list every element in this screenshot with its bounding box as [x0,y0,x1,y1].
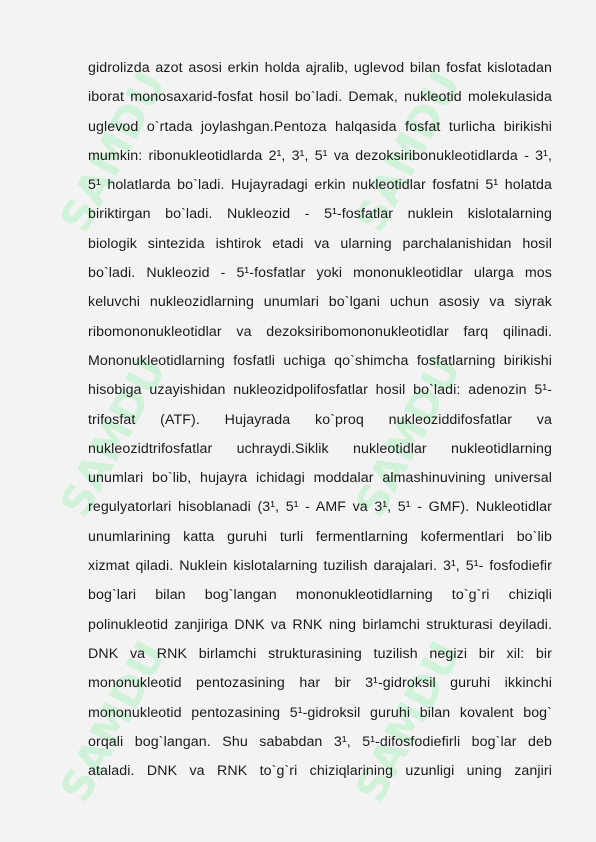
text-line: trifosfat (ATF). Hujayrada ko`proq nukleoziddifosfatlar va [88,411,552,428]
text-line: hisobiga uzayishidan nukleozidpolifosfatlar hosil bo`ladi: adenozin 5¹- [88,382,552,399]
text-line: mumkin: ribonukleotidlarda 2¹, 3¹, 5¹ va dezoksiribonukleotidlarda - 3¹, [88,147,552,164]
text-line: unumlarining katta guruhi turli fermentlarning kofermentlari bo`lib [88,528,552,545]
text-line: orqali bog`langan. Shu sababdan 3¹, 5¹-difosfodiefirli bog`lar deb [88,733,552,750]
text-line: DNK va RNK birlamchi strukturasining tuzilish negizi bir xil: bir [88,645,552,662]
text-line: bo`ladi. Nukleozid - 5¹-fosfatlar yoki mononukleotidlar ularga mos [88,265,552,282]
watermark-text-1: SAMDU [50,63,176,240]
text-line: unumlari bo`lib, hujayra ichidagi moddalar almashinuvining universal [88,470,552,487]
text-line: mononukleotid pentozasining har bir 3¹-gidroksil guruhi ikkinchi [88,675,552,692]
body-text [88,54,552,786]
text-line: nukleozidtrifosfatlar uchraydi.Siklik nukleotidlar nukleotidlarning [88,440,552,457]
text-line: gidrolizda azot asosi erkin holda ajralib, uglevod bilan fosfat kislotadan [88,60,552,76]
text-line: keluvchi nukleozidlarning unumlari bo`lgani uchun asosiy va siyrak [88,294,552,311]
text-line: bog`lari bilan bog`langan mononukleotidlarning to`g`ri chiziqli [88,587,552,604]
watermark-text-5: SAMDU [50,633,176,810]
watermark-text-3: SAMDU [50,348,176,525]
text-line: xizmat qiladi. Nuklein kislotalarning tuzilish darajalari. 3¹, 5¹- fosfodiefir [88,558,552,575]
text-line: Mononukleotidlarning fosfatli uchiga qo`shimcha fosfatlarning birikishi [88,352,552,369]
watermark-text-2: SAMDU [345,63,471,240]
text-line: ataladi. DNK va RNK to`g`ri chiziqlarining uzunligi uning zanjiri [88,763,552,780]
watermark-text-6: SAMDU [345,633,471,810]
text-line: polinukleotid zanjiriga DNK va RNK ning birlamchi strukturasi deyiladi. [88,616,552,633]
text-line: uglevod o`rtada joylashgan.Pentoza halqasida fosfat turlicha birikishi [88,118,552,135]
text-line: mononukleotid pentozasining 5¹-gidroksil guruhi bilan kovalent bog` [88,704,552,721]
text-line: biriktirgan bo`ladi. Nukleozid - 5¹-fosfatlar nuklein kislotalarning [88,206,552,223]
text-line: ribomononukleotidlar va dezoksiribomononukleotidlar farq qilinadi. [88,323,552,340]
text-line: regulyatorlari hisoblanadi (3¹, 5¹ - AMF va 3¹, 5¹ - GMF). Nukleotidlar [88,499,552,516]
watermark-text-4: SAMDU [345,348,471,525]
text-line: biologik sintezida ishtirok etadi va ularning parchalanishidan hosil [88,235,552,252]
text-line: iborat monosaxarid-fosfat hosil bo`ladi. Demak, nukleotid molekulasida [88,89,552,106]
text-line: 5¹ holatlarda bo`ladi. Hujayradagi erkin nukleotidlar fosfatni 5¹ holatda [88,177,552,194]
